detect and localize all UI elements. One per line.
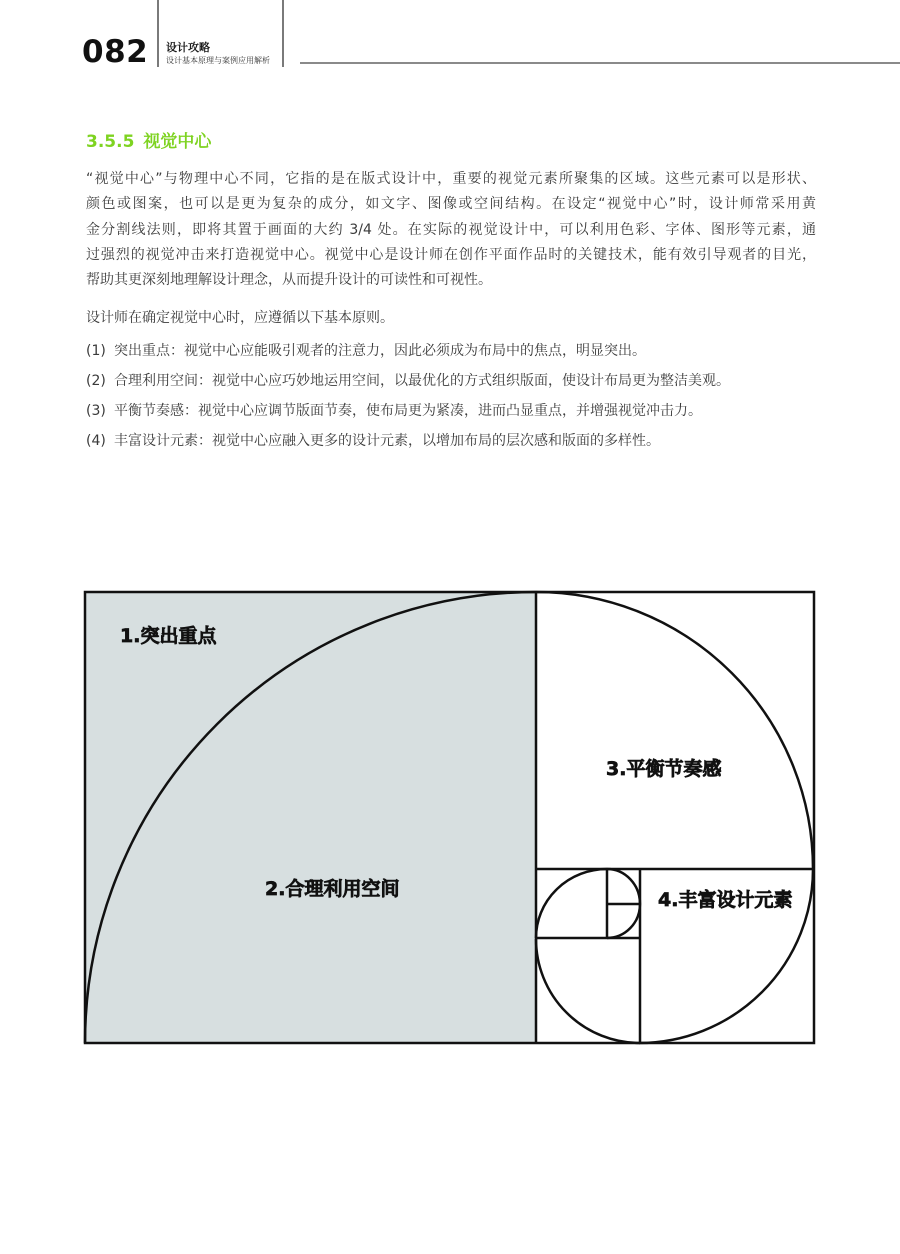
section-title: 视觉中心 <box>143 132 212 152</box>
list-item <box>86 396 816 426</box>
book-subtitle: 设计基本原理与案例应用解析 <box>166 56 270 65</box>
list-item-text: 突出重点：视觉中心应能吸引观者的注意力，因此必须成为布局中的焦点，明显突出。 <box>114 343 646 359</box>
list-item-text: 合理利用空间：视觉中心应巧妙地运用空间，以最优化的方式组织版面，使设计布局更为整洁美观。 <box>114 373 730 389</box>
principles-list <box>86 336 816 456</box>
list-item <box>86 426 816 456</box>
list-item <box>86 336 816 366</box>
spiral-arc <box>607 904 640 938</box>
paragraph-line: 帮助其更深刻地理解设计理念，从而提升设计的可读性和可视性。 <box>86 272 492 289</box>
list-item-number: (4) <box>86 433 106 449</box>
diagram-label: 1.突出重点 <box>120 625 217 647</box>
paragraph-line: 过强烈的视觉冲击来打造视觉中心。视觉中心是设计师在创作平面作品时的关键技术，能有效引导观者的目光， <box>86 246 816 263</box>
paragraph-line: “视觉中心”与物理中心不同，它指的是在版式设计中，重要的视觉元素所聚集的区域。这些元素可以是形状、 <box>86 171 816 187</box>
principle-intro: 设计师在确定视觉中心时，应遵循以下基本原则。 <box>86 310 394 326</box>
section-heading <box>86 132 211 152</box>
list-item-text: 丰富设计元素：视觉中心应融入更多的设计元素，以增加布局的层次感和版面的多样性。 <box>114 433 660 449</box>
list-item-number: (2) <box>86 373 106 389</box>
list-item-number: (1) <box>86 343 106 359</box>
paragraph-line: 颜色或图案，也可以是更为复杂的成分，如文字、图像或空间结构。在设定“视觉中心”时，设计师常采用黄 <box>86 196 816 213</box>
book-title: 设计攻略 <box>166 41 210 54</box>
spiral-arc <box>607 869 640 904</box>
spiral-arc <box>536 939 640 1043</box>
diagram-label: 2.合理利用空间 <box>265 878 400 900</box>
diagram-label: 4.丰富设计元素 <box>658 889 793 911</box>
section-number: 3.5.5 <box>86 132 135 152</box>
page-number: 082 <box>82 34 149 70</box>
spiral-arc <box>536 869 607 938</box>
list-item-text: 平衡节奏感：视觉中心应调节版面节奏，使布局更为紧凑，进而凸显重点，并增强视觉冲击力。 <box>114 403 702 419</box>
list-item <box>86 366 816 396</box>
diagram-label: 3.平衡节奏感 <box>606 758 722 780</box>
paragraph-line: 金分割线法则，即将其置于画面的大约 3/4 处。在实际的视觉设计中，可以利用色彩、字体、图形等元素，通 <box>86 221 816 238</box>
primary-square-fill <box>85 592 536 1043</box>
header-rule <box>300 62 900 64</box>
list-item-number: (3) <box>86 403 106 419</box>
spiral-arc <box>536 592 813 869</box>
intro-paragraph <box>86 167 816 293</box>
golden-ratio-diagram <box>80 585 825 1050</box>
header-divider-left <box>157 0 159 67</box>
header-divider-right <box>282 0 284 67</box>
